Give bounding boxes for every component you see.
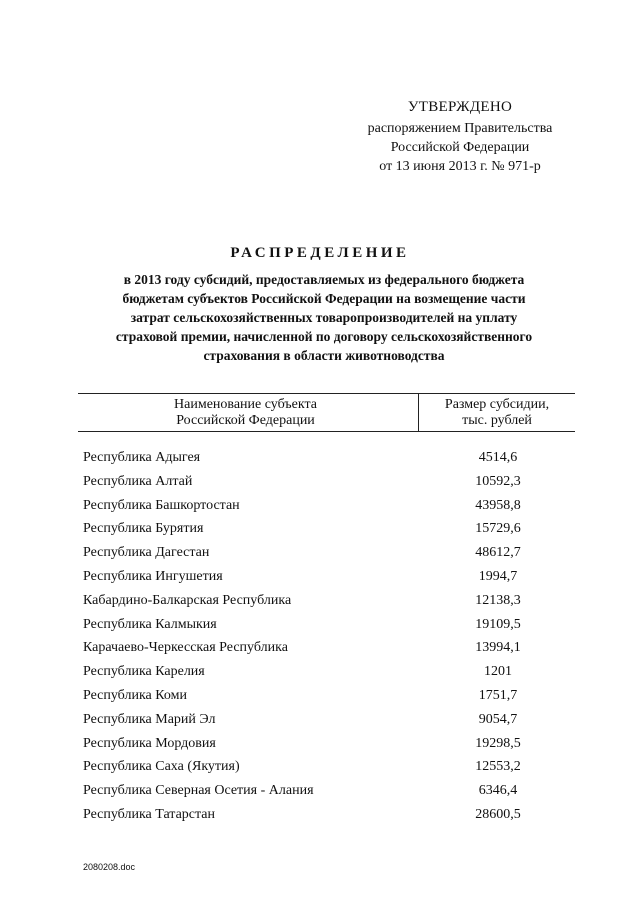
subsidy-value: 13994,1 — [475, 640, 521, 656]
table-header — [78, 393, 575, 432]
subtitle-line: бюджетам субъектов Российской Федерации на возмещение части — [122, 291, 526, 306]
approval-block — [330, 98, 590, 176]
region-name: Республика Татарстан — [83, 806, 216, 822]
subtitle-line: страхования в области животноводства — [203, 348, 445, 363]
table-row — [83, 663, 553, 687]
table-row — [83, 687, 553, 711]
subtitle-line: затрат сельскохозяйственных товаропроизводителей на уплату — [130, 310, 518, 325]
subsidy-value: 19298,5 — [475, 735, 521, 751]
region-name: Республика Адыгея — [83, 450, 201, 465]
subsidy-value: 12138,3 — [475, 592, 521, 608]
region-name: Республика Калмыкия — [83, 616, 217, 632]
table-row — [83, 735, 553, 759]
table-row — [83, 449, 553, 473]
table-row — [83, 592, 553, 616]
approval-heading: УТВЕРЖДЕНО — [407, 99, 513, 115]
subsidy-value: 6346,4 — [478, 783, 518, 799]
table-row — [83, 806, 553, 830]
table-body — [83, 449, 553, 830]
subsidy-value: 4514,6 — [478, 450, 518, 465]
table-row — [83, 497, 553, 521]
subsidy-value: 12553,2 — [475, 759, 521, 775]
column-header-text: Наименование субъекта — [174, 397, 317, 412]
table-row — [83, 544, 553, 568]
table-row — [83, 520, 553, 544]
column-header-name — [78, 397, 413, 429]
region-name: Республика Ингушетия — [83, 568, 223, 584]
subsidy-value: 10592,3 — [475, 473, 521, 489]
subsidy-value: 15729,6 — [475, 521, 521, 537]
subsidy-value: 19109,5 — [475, 616, 521, 632]
region-name: Республика Коми — [83, 687, 187, 703]
region-name: Кабардино-Балкарская Республика — [83, 592, 292, 608]
region-name: Республика Башкортостан — [83, 497, 240, 513]
table-row — [83, 758, 553, 782]
approval-line: распоряжением Правительства — [367, 121, 553, 136]
table-row — [83, 711, 553, 735]
column-header-value — [419, 397, 575, 429]
table-row — [83, 782, 553, 806]
approval-line: Российской Федерации — [390, 140, 530, 155]
subsidy-value: 43958,8 — [475, 497, 521, 513]
region-name: Республика Дагестан — [83, 545, 210, 561]
region-name: Республика Бурятия — [83, 521, 204, 537]
region-name: Республика Северная Осетия - Алания — [83, 783, 314, 799]
approval-date: от 13 июня 2013 г. № 971-р — [379, 159, 541, 174]
column-header-text: тыс. рублей — [462, 413, 532, 428]
document-subtitle — [80, 270, 568, 365]
table-row — [83, 473, 553, 497]
subtitle-line: страховой премии, начисленной по договору сельскохозяйственного — [115, 329, 533, 344]
document-title: РАСПРЕДЕЛЕНИЕ — [230, 245, 410, 261]
table-row — [83, 568, 553, 592]
region-name: Республика Алтай — [83, 473, 193, 489]
table-row — [83, 616, 553, 640]
document-code: 2080208.doc — [83, 862, 136, 872]
table-row — [83, 639, 553, 663]
region-name: Республика Карелия — [83, 664, 205, 680]
column-header-text: Российской Федерации — [176, 413, 315, 428]
subsidy-value: 9054,7 — [478, 711, 518, 727]
region-name: Карачаево-Черкесская Республика — [83, 640, 288, 656]
subsidy-value: 1201 — [484, 664, 512, 680]
column-header-text: Размер субсидии, — [444, 397, 550, 412]
region-name: Республика Мордовия — [83, 735, 216, 751]
subsidy-value: 1994,7 — [478, 568, 518, 584]
region-name: Республика Саха (Якутия) — [83, 759, 240, 775]
subsidy-value: 1751,7 — [478, 687, 518, 703]
subsidy-value: 48612,7 — [475, 545, 521, 561]
subsidy-value: 28600,5 — [475, 806, 521, 822]
subtitle-line: в 2013 году субсидий, предоставляемых из федерального бюджета — [123, 272, 525, 287]
region-name: Республика Марий Эл — [83, 711, 216, 727]
